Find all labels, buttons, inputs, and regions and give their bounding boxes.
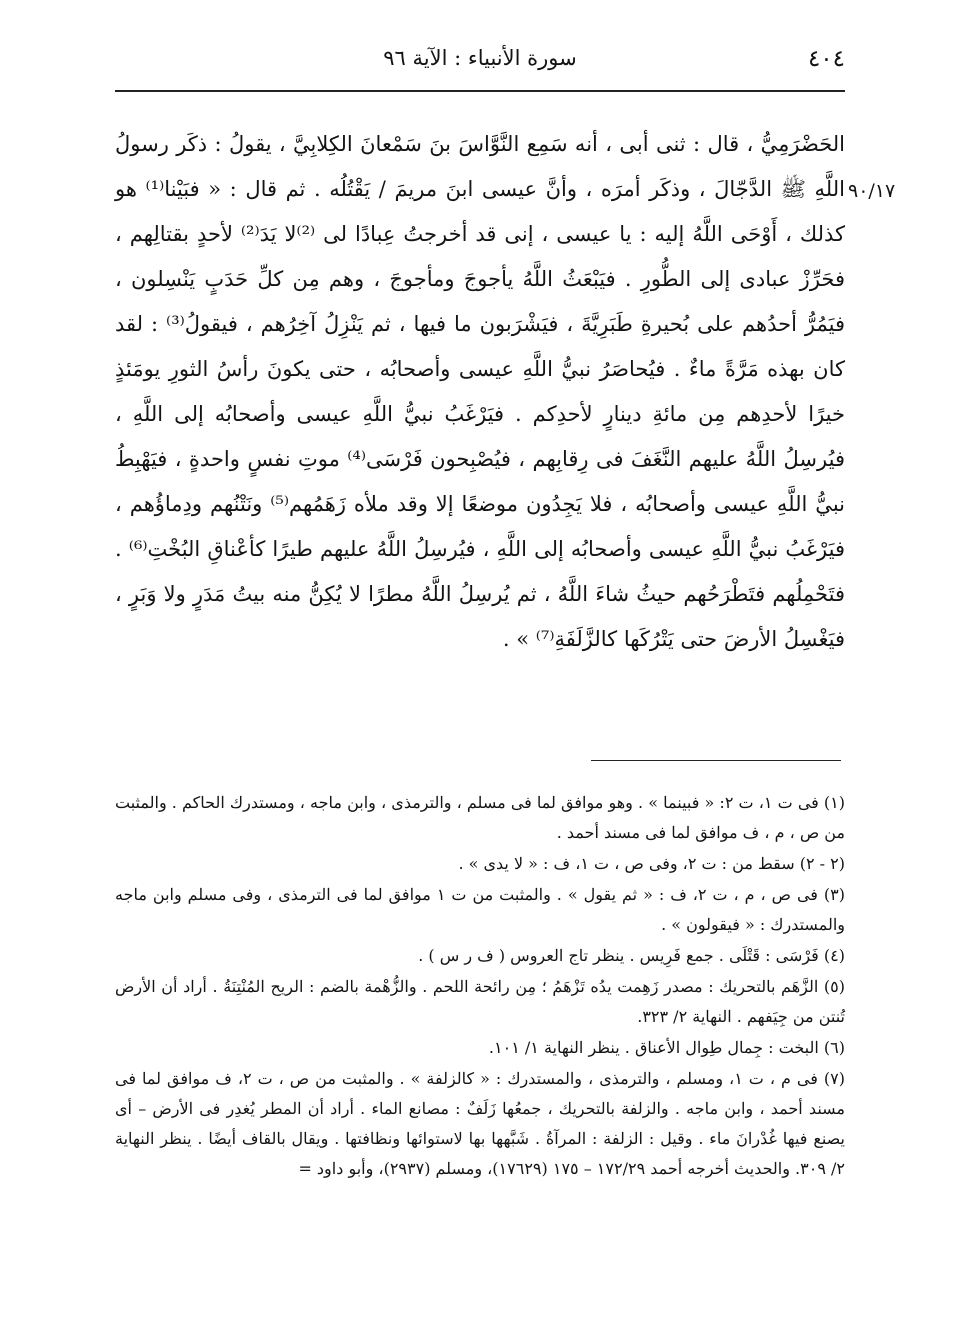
page-number: ٤٠٤ — [807, 46, 845, 72]
footnote-1: (١) فى ت ١، ت ٢: « فبينما » . وهو موافق لما فى مسلم ، والترمذى ، وابن ماجه ، ومستدرك الحاكم . والمثبت من ص ، م ، ف موافق لما فى مسند أحمد . — [115, 793, 846, 842]
footnote-3: (٣) فى ص ، م ، ت ٢، ف : « ثم يقول » . والمثبت من ت ١ موافق لما فى الترمذى ، وفى مسلم وابن ماجه والمستدرك : « فيقولون » . — [115, 885, 846, 934]
footnote-2: (٢ - ٢) سقط من : ت ٢، وفى ص ، ت ١، ف : « لا يدى » . — [458, 854, 845, 873]
footnote-7: (٧) فى م ، ت ١، ومسلم ، والترمذى ، والمستدرك : « كالزلفة » . والمثبت من ص ، ت ٢، ف موافق لما فى مسند أحمد ، وابن ماجه . والزلفة بالتحريك ، جمعُها زَلَفٌ : مصانع الماء . أراد أن المطر يُغدِر فى الأرض – أى يصنع فيها غُدْرانَ ماء . وقيل : الزلفة : المرآةُ . شَبَّهها بها لاستوائها ونظافتها . ويقال بالقاف أيضًا . ينظر النهاية ٢/ ٣٠٩. والحديث أخرجه أحمد ١٧٢/٢٩ – ١٧٥ (١٧٦٢٩)، ومسلم (٢٩٣٧)، وأبو داود = — [115, 1069, 846, 1178]
main-text: الحَضْرَمِيُّ ، قال : ثنى أبى ، أنه سَمِع النَّوَّاسَ بنَ سَمْعانَ الكِلابِيَّ ، يقولُ : ذكَر رسولُ اللَّهِ ﷺ الدَّجّالَ ، وذكَر أمرَه ، وأنَّ عيسى ابنَ مريمَ / يَقْتُلُه . ثم قال : « فبَيْنا⁽¹⁾ هو كذلك ، أَوْحَى اللَّهُ إليه : يا عيسى ، إنى قد أخرجتُ عِبادًا لى ⁽²⁾لا يَدَ⁽²⁾ لأحدٍ بقتالِهم ، فحَرِّزْ عبادى إلى الطُّورِ . فيَبْعَثُ اللَّهُ يأجوجَ ومأجوجَ ، وهم مِن كلِّ حَدَبٍ يَنْسِلون ، فيَمُرُّ أحدُهم على بُحيرةِ طَبَرِيَّةَ ، فيَشْرَبون ما فيها ، ثم يَنْزِلُ آخِرُهم ، فيقولُ⁽³⁾ : لقد كان بهذه مَرَّةً ماءٌ . فيُحاصَرُ نبيُّ اللَّهِ عيسى وأصحابُه ، حتى يكونَ رأسُ الثورِ يومَئذٍ خيرًا لأحدِهم مِن مائةِ دينارٍ لأحدِكم . فيَرْغَبُ نبيُّ اللَّهِ عيسى وأصحابُه إلى اللَّهِ ، فيُرسِلُ اللَّهُ عليهم النَّغَفَ فى رِقابِهم ، فيُصْبِحون فَرْسَى⁽⁴⁾ موتِ نفسٍ واحدةٍ ، فيَهْبِطُ نبيُّ اللَّهِ عيسى وأصحابُه ، فلا يَجِدُون موضعًا إلا وقد ملأه زَهَمُهم⁽⁵⁾ ونَتْنُهم ودِماؤُهم ، فيَرْغَبُ نبيُّ اللَّهِ عيسى وأصحابُه إلى اللَّهِ ، فيُرسِلُ اللَّهُ عليهم طيرًا كأعْناقِ البُخْتِ⁽⁶⁾ . فتَحْمِلُهم فتَطْرَحُهم حيثُ شاءَ اللَّهُ ، ثم يُرسِلُ اللَّهُ مطرًا لا يُكِنُّ منه بيتُ مَدَرٍ ولا وَبَرٍ ، فيَغْسِلُ الأرضَ حتى يَتْرُكَها كالزَّلَفَةِ⁽⁷⁾ » . — [115, 132, 845, 651]
page-header — [115, 40, 845, 90]
margin-reference: ٩٠/١٧ — [848, 180, 896, 202]
footnote-5: (٥) الزَّهَم بالتحريك : مصدر زَهِمت يدُه تَزْهَمُ ؛ مِن رائحة اللحم . والزُّهْمة بالضم : الريح المُنْتِنَةُ . أراد أن الأرض تُنتن من جِيَفهم . النهاية ٢/ ٣٢٣. — [115, 977, 845, 1026]
footnotes — [115, 788, 845, 1185]
footnote-4: (٤) فَرْسَى : قَتْلَى . جمع فَرِيس . ينظر تاج العروس ( ف ر س ) . — [418, 946, 845, 965]
running-title: سورة الأنبياء : الآية ٩٦ — [383, 46, 577, 70]
header-rule — [115, 90, 845, 92]
footnote-separator — [591, 760, 841, 761]
footnote-6: (٦) البخت : جِمال طِوال الأعناق . ينظر النهاية ١/ ١٠١. — [488, 1038, 845, 1057]
